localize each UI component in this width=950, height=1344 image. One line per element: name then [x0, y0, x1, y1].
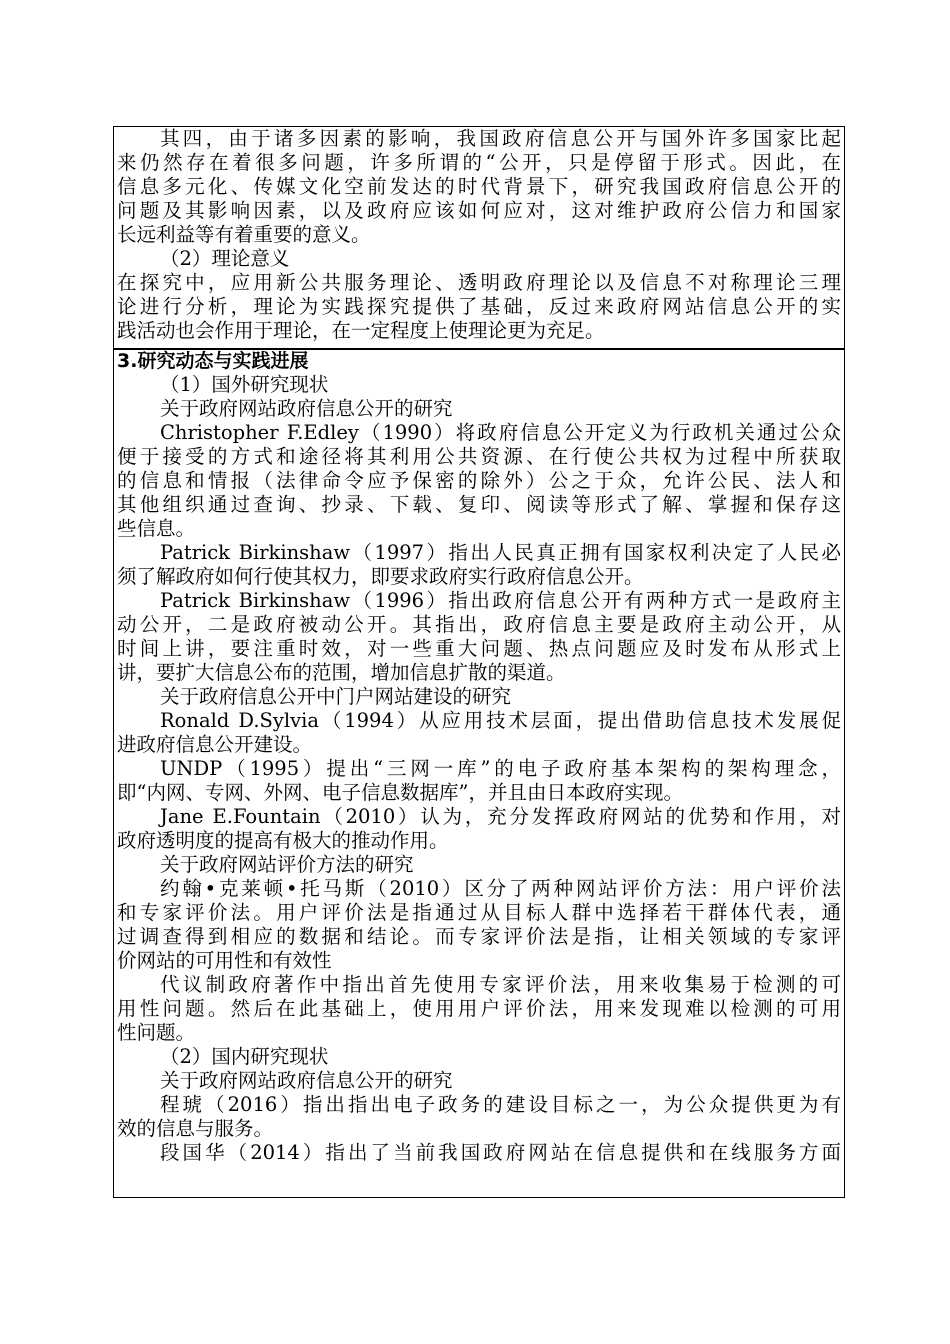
paragraph-line: Patrick Birkinshaw（1997）指出人民真正拥有国家权利决定了人民必: [160, 541, 841, 564]
topic-heading: 关于政府信息公开中门户网站建设的研究: [160, 685, 512, 708]
section-heading: 3.研究动态与实践进展: [117, 350, 309, 372]
subheading-foreign-research: （1）国外研究现状: [160, 373, 329, 396]
paragraph-line: 过调查得到相应的数据和结论。而专家评价法是指，让相关领域的专家评: [117, 925, 841, 948]
paragraph-line: 来仍然存在着很多问题，许多所谓的“公开，只是停留于形式。因此，在: [117, 151, 841, 174]
subheading-theoretical-significance: （2）理论意义: [160, 247, 290, 270]
paragraph-line: Jane E.Fountain（2010）认为，充分发挥政府网站的优势和作用，对: [160, 805, 841, 828]
topic-heading: 关于政府网站政府信息公开的研究: [160, 397, 453, 420]
paragraph-line: 性问题。: [117, 1021, 196, 1044]
paragraph-line: 效的信息与服务。: [117, 1117, 274, 1140]
paragraph-line: 其他组织通过查询、抄录、下载、复印、阅读等形式了解、掌握和保存这: [117, 493, 841, 516]
paragraph-line: 问题及其影响因素，以及政府应该如何应对，这对维护政府公信力和国家: [117, 199, 841, 222]
paragraph-line: 便于接受的方式和途径将其利用公共资源、在行使公共权为过程中所获取: [117, 445, 841, 468]
paragraph-line: 代议制政府著作中指出首先使用专家评价法，用来收集易于检测的可: [160, 973, 841, 996]
topic-heading: 关于政府网站评价方法的研究: [160, 853, 414, 876]
paragraph-line: 论进行分析，理论为实践探究提供了基础，反过来政府网站信息公开的实: [117, 295, 841, 318]
paragraph-line: 用性问题。然后在此基础上，使用用户评价法，用来发现难以检测的可用: [117, 997, 841, 1020]
paragraph-line: 价网站的可用性和有效性: [117, 949, 332, 972]
paragraph-line: 约翰•克莱顿•托马斯（2010）区分了两种网站评价方法：用户评价法: [160, 877, 841, 900]
subheading-domestic-research: （2）国内研究现状: [160, 1045, 329, 1068]
paragraph-line: 践活动也会作用于理论，在一定程度上使理论更为充足。: [117, 319, 605, 342]
paragraph-line: 程琥（2016）指出指出电子政务的建设目标之一，为公众提供更为有: [160, 1093, 841, 1116]
paragraph-line: 信息多元化、传媒文化空前发达的时代背景下，研究我国政府信息公开的: [117, 175, 841, 198]
paragraph-line: 和专家评价法。用户评价法是指通过从目标人群中选择若干群体代表，通: [117, 901, 841, 924]
paragraph-line: Christopher F.Edley（1990）将政府信息公开定义为行政机关通过公众: [160, 421, 841, 444]
paragraph-line: 须了解政府如何行使其权力，即要求政府实行政府信息公开。: [117, 565, 644, 588]
paragraph-line: 讲，要扩大信息公布的范围，增加信息扩散的渠道。: [117, 661, 566, 684]
paragraph-line: UNDP（1995）提出“三网一库”的电子政府基本架构的架构理念，: [160, 757, 841, 780]
paragraph-line: 些信息。: [117, 517, 196, 540]
paragraph-line: Ronald D.Sylvia（1994）从应用技术层面，提出借助信息技术发展促: [160, 709, 841, 732]
paragraph-line: 段国华（2014）指出了当前我国政府网站在信息提供和在线服务方面: [160, 1141, 841, 1164]
paragraph-line: 其四，由于诸多因素的影响，我国政府信息公开与国外许多国家比起: [160, 127, 841, 150]
paragraph-line: 长远利益等有着重要的意义。: [117, 223, 371, 246]
paragraph-line: 在探究中，应用新公共服务理论、透明政府理论以及信息不对称理论三理: [117, 271, 841, 294]
paragraph-line: 动公开，二是政府被动公开。其指出，政府信息主要是政府主动公开，从: [117, 613, 841, 636]
paragraph-line: 进政府信息公开建设。: [117, 733, 313, 756]
paragraph-line: 政府透明度的提高有极大的推动作用。: [117, 829, 449, 852]
paragraph-line: 时间上讲，要注重时效，对一些重大问题、热点问题应及时发布从形式上: [117, 637, 841, 660]
paragraph-line: Patrick Birkinshaw（1996）指出政府信息公开有两种方式一是政府主: [160, 589, 841, 612]
paragraph-line: 即“内网、专网、外网、电子信息数据库”，并且由日本政府实现。: [117, 781, 683, 804]
topic-heading: 关于政府网站政府信息公开的研究: [160, 1069, 453, 1092]
paragraph-line: 的信息和情报（法律命令应予保密的除外）公之于众，允许公民、法人和: [117, 469, 841, 492]
